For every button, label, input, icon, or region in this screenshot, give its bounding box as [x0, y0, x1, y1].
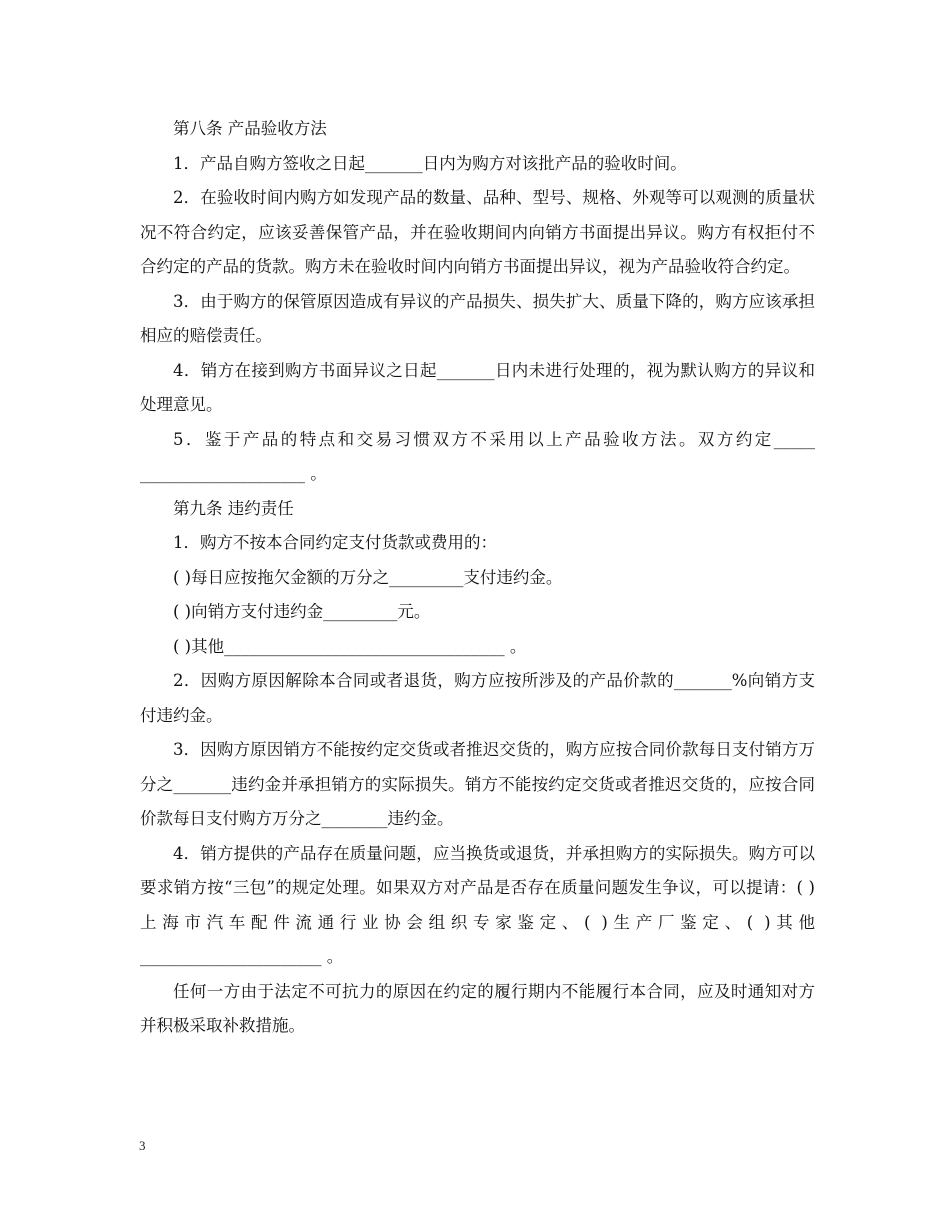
force-majeure-paragraph: 任何一方由于法定不可抗力的原因在约定的履行期内不能履行本合同，应及时通知对方并积极采取补救措施。 [140, 981, 815, 1035]
clause-9-4: 4．销方提供的产品存在质量问题，应当换货或退货，并承担购方的实际损失。购方可以要求销方按“三包”的规定处理。如果双方对产品是否存在质量问题发生争议，可以提请：( )上海市汽车配件流通行业协会组织专家鉴定、( )生产厂鉴定、( )其他______________________ 。 [140, 843, 815, 966]
article-9-heading: 第九条 违约责任 [173, 498, 294, 518]
document-body [140, 112, 815, 1044]
clause-9-1-option-b: ( )向销方支付违约金_________元。 [173, 602, 431, 621]
clause-8-4: 4．销方在接到购方书面异议之日起_______日内未进行处理的，视为默认购方的异议和处理意见。 [140, 360, 815, 414]
clause-9-1-option-c: ( )其他__________________________________ 。 [173, 636, 527, 656]
page-number: 3 [139, 1138, 146, 1153]
clause-8-1: 1．产品自购方签收之日起_______日内为购方对该批产品的验收时间。 [173, 153, 687, 173]
clause-9-1-option-a: ( )每日应按拖欠金额的万分之_________支付违约金。 [173, 567, 563, 587]
clause-8-2: 2．在验收时间内购方如发现产品的数量、品种、型号、规格、外观等可以观测的质量状况不符合约定，应该妥善保管产品，并在验收期间内向销方书面提出异议。购方有权拒付不合约定的产品的货款。购方未在验收时间内向销方书面提出异议，视为产品验收符合约定。 [140, 188, 815, 276]
clause-9-1: 1．购方不按本合同约定支付货款或费用的： [173, 533, 497, 552]
clause-8-3: 3．由于购方的保管原因造成有异议的产品损失、损失扩大、质量下降的，购方应该承担相应的赔偿责任。 [140, 291, 815, 345]
clause-8-5: 5．鉴于产品的特点和交易习惯双方不采用以上产品验收方法。双方约定_____ ____________________ 。 [140, 429, 815, 483]
clause-9-2: 2．因购方原因解除本合同或者退货，购方应按所涉及的产品价款的_______%向销方支付违约金。 [140, 671, 815, 725]
clause-9-3: 3．因购方原因销方不能按约定交货或者推迟交货的，购方应按合同价款每日支付销方万分之_______违约金并承担销方的实际损失。销方不能按约定交货或者推迟交货的，应按合同价款每日支付购方万分之________违约金。 [140, 740, 815, 828]
article-8-heading: 第八条 产品验收方法 [173, 119, 327, 138]
